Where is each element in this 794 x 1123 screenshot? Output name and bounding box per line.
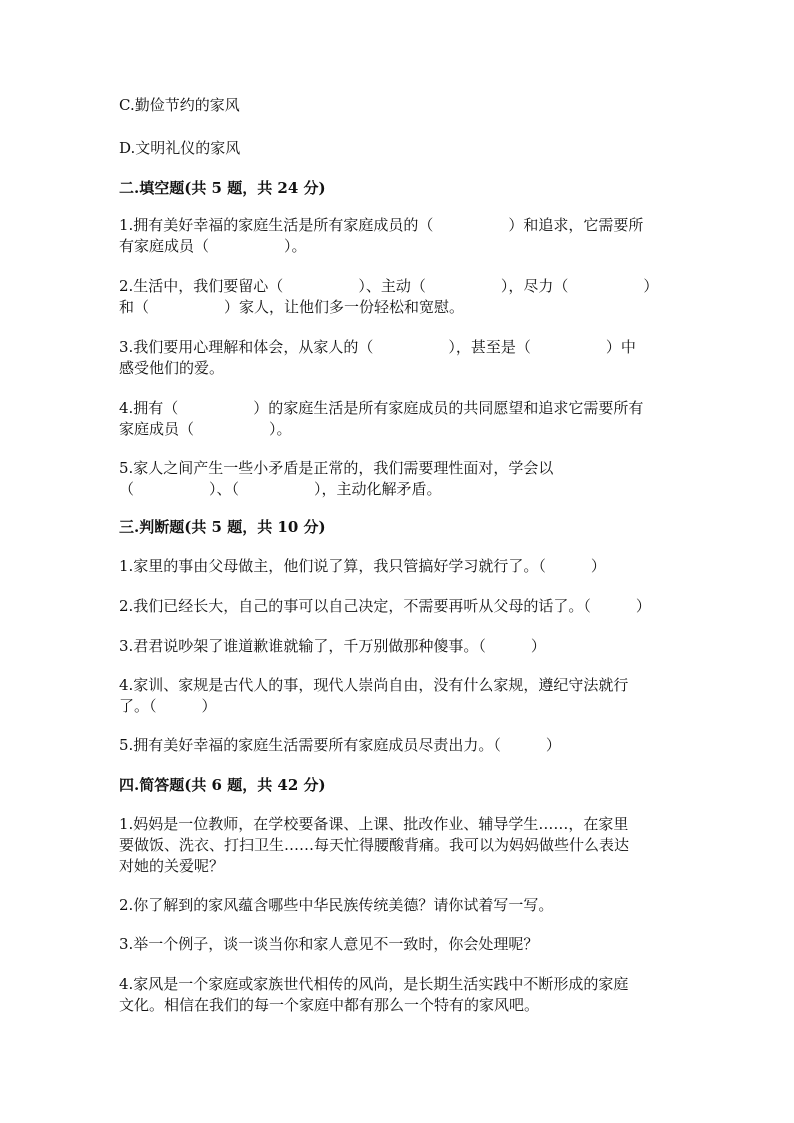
fill-q2-line1: 2.生活中，我们要留心（ ）、主动（ ），尽力（ ） [119,277,659,295]
judge-q3: 3.君君说吵架了谁道歉谁就输了，千万别做那种傻事。（ ） [119,637,546,655]
fill-q5-line2: （ ）、（ ），主动化解矛盾。 [119,480,442,498]
fill-q4-line1: 4.拥有（ ）的家庭生活是所有家庭成员的共同愿望和追求它需要所有 [119,399,644,417]
short-q1-line3: 对她的关爱呢？ [119,857,225,875]
fill-q2-line2: 和（ ）家人，让他们多一份轻松和宽慰。 [119,298,465,316]
judge-q4-line2: 了。（ ） [119,697,217,715]
short-q3: 3.举一个例子，谈一谈当你和家人意见不一致时，你会处理呢？ [119,935,539,953]
fill-q3-line2: 感受他们的爱。 [119,359,225,377]
fill-q3-line1: 3.我们要用心理解和体会，从家人的（ ），甚至是（ ）中 [119,338,636,356]
option-c: C.勤俭节约的家风 [119,96,240,114]
fill-q1-line2: 有家庭成员（ ）。 [119,237,307,255]
section-heading-short-answer: 四.简答题(共 6 题，共 42 分) [119,776,326,794]
judge-q5: 5.拥有美好幸福的家庭生活需要所有家庭成员尽责出力。（ ） [119,736,561,754]
short-q1-line1: 1.妈妈是一位教师，在学校要备课、上课、批改作业、辅导学生……，在家里 [119,815,629,833]
judge-q2: 2.我们已经长大，自己的事可以自己决定，不需要再听从父母的话了。（ ） [119,597,651,615]
short-q4-line2: 文化。相信在我们的每一个家庭中都有那么一个特有的家风吧。 [119,996,540,1014]
short-q4-line1: 4.家风是一个家庭或家族世代相传的风尚，是长期生活实践中不断形成的家庭 [119,975,629,993]
fill-q1-line1: 1.拥有美好幸福的家庭生活是所有家庭成员的（ ）和追求，它需要所 [119,216,644,234]
short-q2: 2.你了解到的家风蕴含哪些中华民族传统美德？请你试着写一写。 [119,896,554,914]
judge-q1: 1.家里的事由父母做主，他们说了算，我只管搞好学习就行了。（ ） [119,557,606,575]
section-heading-fill-blank: 二.填空题(共 5 题，共 24 分) [119,179,326,197]
judge-q4-line1: 4.家训、家规是古代人的事，现代人崇尚自由，没有什么家规，遵纪守法就行 [119,676,629,694]
fill-q4-line2: 家庭成员（ ）。 [119,420,292,438]
fill-q5-line1: 5.家人之间产生一些小矛盾是正常的，我们需要理性面对，学会以 [119,459,554,477]
option-d: D.文明礼仪的家风 [119,139,241,157]
short-q1-line2: 要做饭、洗衣、打扫卫生……每天忙得腰酸背痛。我可以为妈妈做些什么表达 [119,836,630,854]
section-heading-judgment: 三.判断题(共 5 题，共 10 分) [119,518,326,536]
